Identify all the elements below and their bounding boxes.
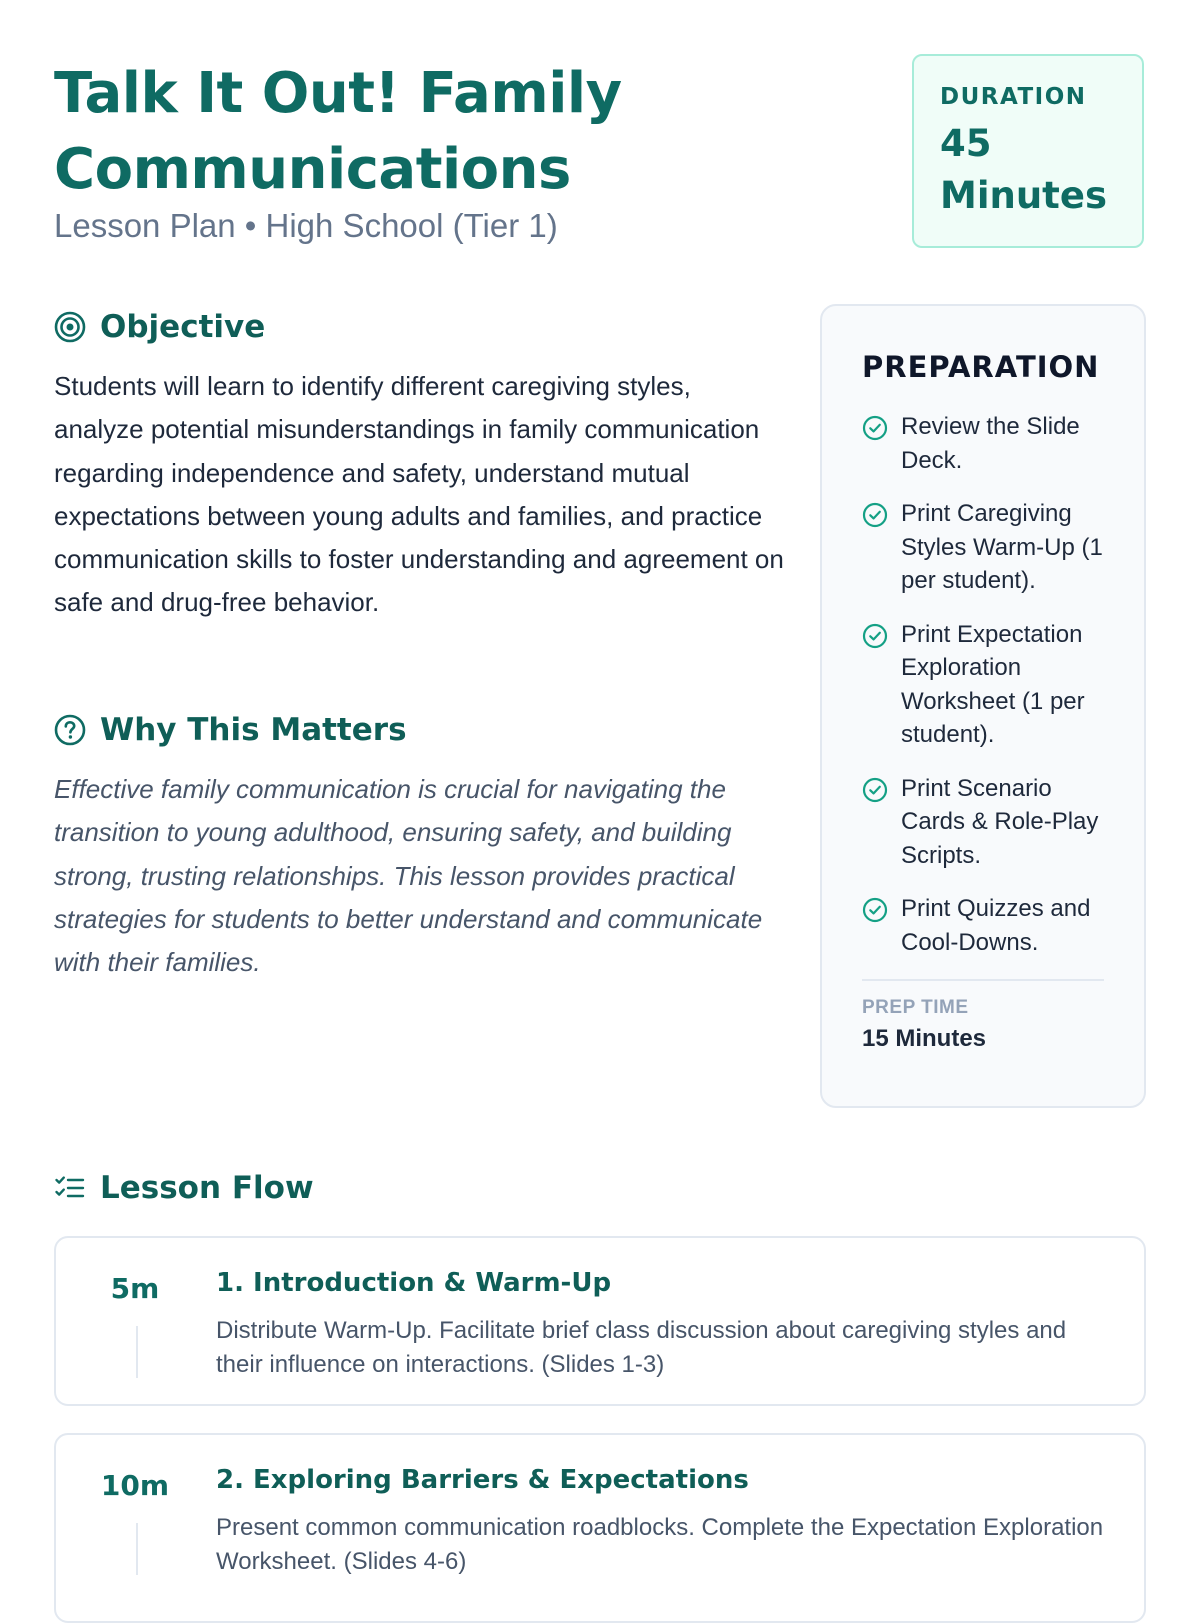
preparation-item-text: Print Quizzes and Cool-Downs. bbox=[901, 895, 1091, 956]
preparation-item bbox=[862, 892, 1104, 959]
preparation-item bbox=[862, 410, 1104, 477]
preparation-item bbox=[862, 618, 1104, 752]
lesson-step-time: 10m bbox=[100, 1469, 170, 1502]
lesson-step-card bbox=[54, 1433, 1146, 1623]
check-circle-icon bbox=[862, 623, 888, 649]
question-circle-icon bbox=[54, 714, 86, 746]
lesson-step-time: 5m bbox=[110, 1272, 160, 1305]
timeline-line bbox=[136, 1326, 138, 1378]
prep-time-label: PREP TIME bbox=[862, 997, 969, 1018]
preparation-title: PREPARATION bbox=[862, 350, 1100, 384]
preparation-card bbox=[820, 304, 1146, 1108]
duration-card bbox=[912, 54, 1144, 248]
lesson-step-title: 2. Exploring Barriers & Expectations bbox=[216, 1465, 749, 1495]
objective-text: Students will learn to identify different caregiving styles, analyze potential misunderstandings in family communication regarding independence and safety, understand mutual expectations between young adults and families, and practice communication skills to foster understanding and agreement on safe and drug-free behavior. bbox=[54, 371, 784, 618]
why-text: Effective family communication is crucial for navigating the transition to young adulthood, ensuring safety, and building strong, trusting relationships. This lesson provides practical strategies for students to better understand and communicate with their families. bbox=[54, 774, 763, 978]
objective-heading-row bbox=[54, 309, 265, 345]
page-title: Talk It Out! Family Communications bbox=[54, 61, 622, 202]
preparation-item-text: Print Expectation Exploration Worksheet (1 per student). bbox=[901, 620, 1085, 748]
checklist-icon bbox=[54, 1172, 86, 1204]
check-circle-icon bbox=[862, 777, 888, 803]
lesson-step-card bbox=[54, 1236, 1146, 1406]
preparation-divider bbox=[862, 979, 1104, 981]
check-circle-icon bbox=[862, 415, 888, 441]
lesson-step-description: Present common communication roadblocks. Complete the Expectation Exploration Worksheet. (Slides 4-6) bbox=[216, 1514, 1104, 1575]
preparation-list bbox=[862, 410, 1104, 959]
lesson-step-title: 1. Introduction & Warm-Up bbox=[216, 1268, 612, 1298]
target-icon bbox=[54, 311, 86, 343]
check-circle-icon bbox=[862, 502, 888, 528]
duration-label: DURATION bbox=[940, 84, 1087, 110]
why-heading-row bbox=[54, 712, 407, 748]
page-subtitle: Lesson Plan • High School (Tier 1) bbox=[54, 207, 558, 244]
lesson-flow-heading: Lesson Flow bbox=[100, 1170, 314, 1206]
lesson-step-description: Distribute Warm-Up. Facilitate brief class discussion about caregiving styles and their influence on interactions. (Slides 1-3) bbox=[216, 1317, 1067, 1378]
preparation-item bbox=[862, 772, 1104, 873]
prep-time-value: 15 Minutes bbox=[862, 1025, 987, 1052]
preparation-item-text: Print Scenario Cards & Role-Play Scripts. bbox=[901, 774, 1099, 869]
timeline-line bbox=[136, 1523, 138, 1575]
objective-heading: Objective bbox=[100, 309, 266, 345]
preparation-item-text: Print Caregiving Styles Warm-Up (1 per student). bbox=[901, 500, 1103, 594]
duration-value: 45 Minutes bbox=[940, 122, 1107, 217]
check-circle-icon bbox=[862, 897, 888, 923]
preparation-item bbox=[862, 497, 1104, 598]
why-heading: Why This Matters bbox=[100, 712, 407, 748]
lesson-flow-heading-row bbox=[54, 1170, 314, 1206]
preparation-item-text: Review the Slide Deck. bbox=[901, 413, 1080, 474]
